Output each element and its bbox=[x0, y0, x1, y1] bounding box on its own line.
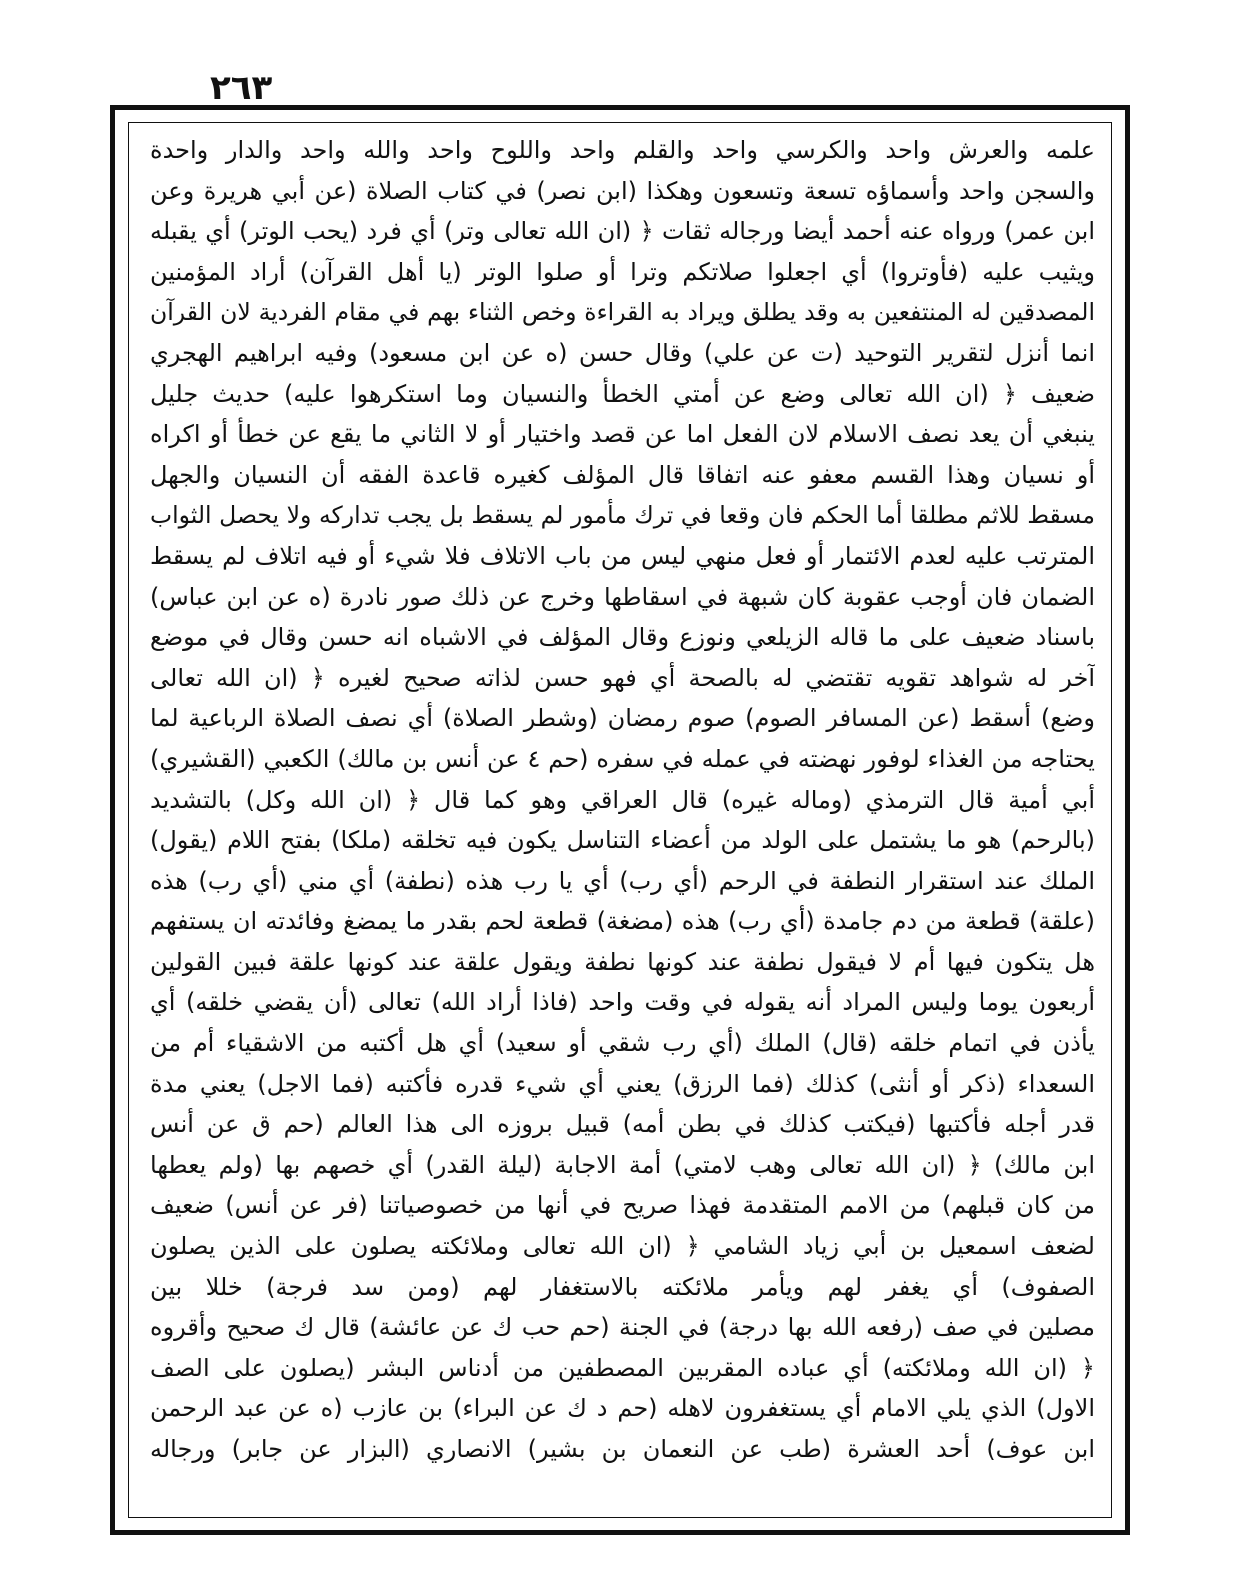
text-line: قدر أجله فأكتبها (فيكتب كذلك في بطن أمه) قبيل بروزه الى هذا العالم (حم ق عن أنس bbox=[150, 1110, 1095, 1139]
text-line: لضعف اسمعيل بن أبي زياد الشامي ﴿ (ان الله تعالى وملائكته يصلون على الذين يصلون bbox=[150, 1232, 1095, 1261]
text-line: يأذن في اتمام خلقه (قال) الملك (أي رب شقي أو سعيد) أي هل أكتبه من الاشقياء أم من bbox=[150, 1029, 1095, 1058]
text-line: وضع) أسقط (عن المسافر الصوم) صوم رمضان (وشطر الصلاة) أي نصف الصلاة الرباعية لما bbox=[150, 704, 1095, 733]
text-line: ﴿ (ان الله وملائكته) أي عباده المقربين المصطفين من أدناس البشر (يصلون على الصف bbox=[150, 1353, 1095, 1382]
text-line: مسقط للاثم مطلقا أما الحكم فان وقعا في ترك مأمور لم يسقط بل يجب تداركه ولا يحصل الثواب bbox=[150, 501, 1095, 530]
text-line: هل يتكون فيها أم لا فيقول نطفة عند كونها نطفة ويقول علقة عند كونها علقة فبين القولين bbox=[150, 947, 1095, 976]
text-line: ابن عوف) أحد العشرة (طب عن النعمان بن بشير) الانصاري (البزار عن جابر) ورجاله bbox=[150, 1435, 1095, 1463]
text-line: الضمان فان أوجب عقوبة كان شبهة في اسقاطها وخرج عن ذلك صور نادرة (ه عن ابن عباس) bbox=[150, 582, 1095, 611]
text-line: المصدقين له المنتفعين به وقد يطلق ويراد به القراءة وخص الثناء بهم في مقام الفردية لان القرآن bbox=[150, 298, 1095, 327]
text-line: أو نسيان وهذا القسم معفو عنه اتفاقا قال المؤلف كغيره قاعدة الفقه أن النسيان والجهل bbox=[150, 460, 1095, 489]
text-line: (بالرحم) هو ما يشتمل على الولد من أعضاء التناسل يكون فيه تخلقه (ملكا) بفتح اللام (يقول) bbox=[150, 826, 1095, 855]
text-line: انما أنزل لتقرير التوحيد (ت عن علي) وقال حسن (ه عن ابن مسعود) وفيه ابراهيم الهجري bbox=[150, 338, 1095, 367]
text-line: ابن عمر) ورواه عنه أحمد أيضا ورجاله ثقات ﴿ (ان الله تعالى وتر) أي فرد (يحب الوتر) أي يقبله bbox=[150, 217, 1095, 246]
text-line: باسناد ضعيف على ما قاله الزيلعي ونوزع وقال المؤلف في الاشباه انه حسن وقال في موضع bbox=[150, 623, 1095, 652]
text-line: الاول) الذي يلي الامام أي يستغفرون لاهله (حم د ك عن البراء) بن عازب (ه عن عبد الرحمن bbox=[150, 1394, 1095, 1423]
text-line: الصفوف) أي يغفر لهم ويأمر ملائكته بالاستغفار لهم (ومن سد فرجة) خللا بين bbox=[150, 1272, 1095, 1301]
text-line: (علقة) قطعة من دم جامدة (أي رب) هذه (مضغة) قطعة لحم بقدر ما يمضغ وفائدته ان يستفهم bbox=[150, 907, 1095, 936]
text-line: مصلين في صف (رفعه الله بها درجة) في الجنة (حم حب ك عن عائشة) قال ك صحيح وأقروه bbox=[150, 1313, 1095, 1342]
text-line: الملك عند استقرار النطفة في الرحم (أي رب) أي يا رب هذه (نطفة) أي مني (أي رب) هذه bbox=[150, 866, 1095, 895]
text-line: يحتاجه من الغذاء لوفور نهضته في عمله في سفره (حم ٤ عن أنس بن مالك) الكعبي (القشيري) bbox=[150, 744, 1095, 773]
page-number: ٢٦٣ bbox=[210, 68, 273, 108]
text-line: السعداء (ذكر أو أنثى) كذلك (فما الرزق) يعني أي شيء قدره فأكتبه (فما الاجل) يعني مدة bbox=[150, 1069, 1095, 1098]
text-line: والسجن واحد وأسماؤه تسعة وتسعون وهكذا (ابن نصر) في كتاب الصلاة (عن أبي هريرة وعن bbox=[150, 176, 1095, 205]
text-line: أبي أمية قال الترمذي (وماله غيره) قال العراقي وهو كما قال ﴿ (ان الله وكل) بالتشديد bbox=[150, 785, 1095, 814]
text-line: المترتب عليه لعدم الائتمار أو فعل منهي ليس من باب الاتلاف فلا شيء أو فيه اتلاف لم يسقط bbox=[150, 541, 1095, 570]
main-text-block bbox=[150, 130, 1095, 1510]
text-line: ضعيف ﴿ (ان الله تعالى وضع عن أمتي الخطأ والنسيان وما استكرهوا عليه) حديث جليل bbox=[150, 379, 1095, 408]
text-line: أربعون يوما وليس المراد أنه يقوله في وقت واحد (فاذا أراد الله) تعالى (أن يقضي خلقه) أي bbox=[150, 988, 1095, 1017]
text-line: ابن مالك) ﴿ (ان الله تعالى وهب لامتي) أمة الاجابة (ليلة القدر) أي خصهم بها (ولم يعطها bbox=[150, 1150, 1095, 1179]
text-line: ينبغي أن يعد نصف الاسلام لان الفعل اما عن قصد واختيار أو لا الثاني ما يقع عن خطأ أو اكراه bbox=[150, 420, 1095, 449]
text-line: من كان قبلهم) من الامم المتقدمة فهذا صريح في أنها من خصوصياتنا (فر عن أنس) ضعيف bbox=[150, 1191, 1095, 1220]
text-line: آخر له شواهد تقويه تقتضي له بالصحة أي فهو حسن لذاته صحيح لغيره ﴿ (ان الله تعالى bbox=[150, 663, 1095, 692]
text-line: ويثيب عليه (فأوتروا) أي اجعلوا صلاتكم وترا أو صلوا الوتر (يا أهل القرآن) أراد المؤمنين bbox=[150, 257, 1095, 286]
text-line: علمه والعرش واحد والكرسي واحد والقلم واحد واللوح واحد والله واحد والدار واحدة bbox=[150, 136, 1095, 164]
